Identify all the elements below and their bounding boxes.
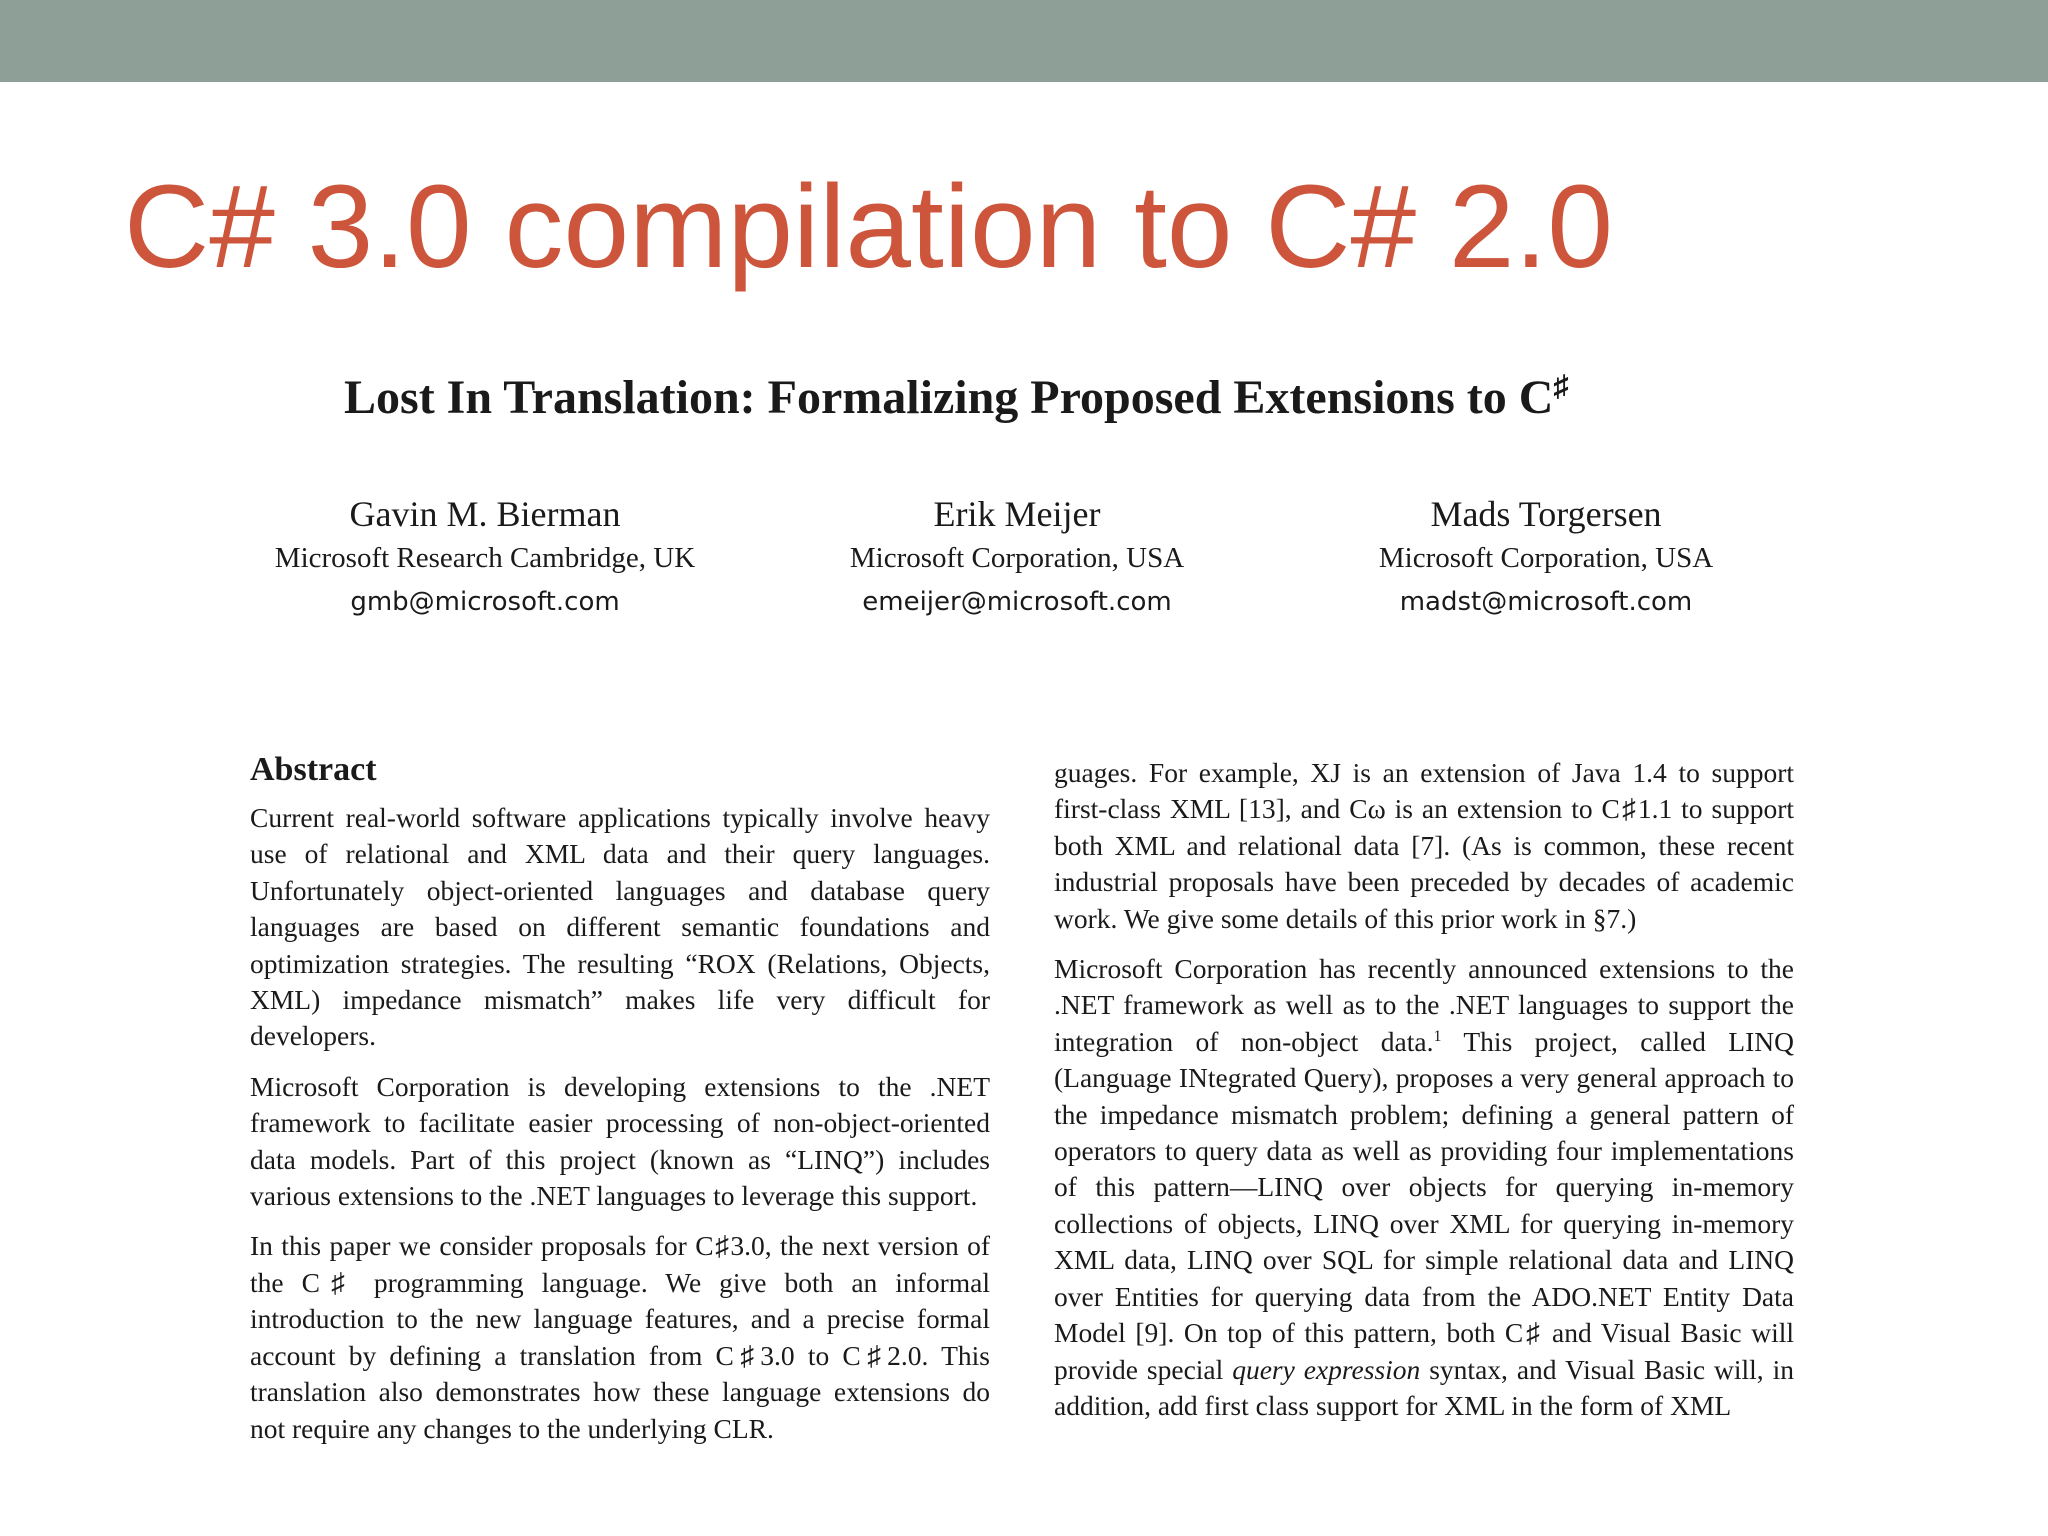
- body-text: syntax, and Visual Basic will, in addition, add first class support for XML in the form of XML: [1054, 1353, 1794, 1421]
- paper-title: [344, 370, 1568, 425]
- footnote-marker: 1: [1433, 1027, 1442, 1045]
- author-email: emeijer@microsoft.com: [862, 587, 1172, 617]
- paper-excerpt: [240, 350, 1820, 1536]
- author-2: [757, 492, 1277, 624]
- author-affiliation: Microsoft Corporation, USA: [849, 542, 1185, 574]
- author-name: Erik Meijer: [933, 494, 1101, 534]
- abstract-paragraph-2: Microsoft Corporation is developing extensions to the .NET framework to facilitate easier processing of non-object-oriented data models. Part of this project (known as “LINQ”) includes various extensions to the .NET languages to leverage this support.: [250, 1070, 990, 1212]
- abstract-paragraph-1: Current real-world software applications typically involve heavy use of relational and XML data and their query languages. Unfortunately object-oriented languages and database query languages are based on different semantic foundations and optimization strategies. The resulting “ROX (Relations, Objects, XML) impedance mismatch” makes life very difficult for developers.: [250, 802, 990, 1052]
- author-name: Mads Torgersen: [1430, 494, 1662, 534]
- author-name: Gavin M. Bierman: [349, 494, 621, 534]
- author-email: madst@microsoft.com: [1399, 587, 1693, 617]
- body-paragraph-2: [1054, 951, 1794, 1424]
- paper-title-sharp: ♯: [1553, 370, 1569, 403]
- body-text: Microsoft Corporation has recently announced extensions to the .NET framework as well as to the .NET languages to support the integration of non-object data.: [1054, 953, 1794, 1057]
- right-column: [1054, 755, 1794, 1438]
- body-paragraph-1: guages. For example, XJ is an extension of Java 1.4 to support first-class XML [13], and Cω is an extension to C♯1.1 to support both XML and relational data [7]. (As is common, these recent industrial proposals have been preceded by decades of academic work. We give some details of this prior work in §7.): [1054, 757, 1794, 934]
- emphasis-text: query expression: [1232, 1353, 1421, 1385]
- body-text: This project, called LINQ (Language INtegrated Query), proposes a very general approach to the impedance mismatch problem; defining a general pattern of operators to query data as well as providing four implementations of this pattern—LINQ over objects for querying in-memory collections of objects, LINQ over XML for querying in-memory XML data, LINQ over SQL for simple relational data and LINQ over Entities for querying data from the ADO.NET Entity Data Model [9]. On top of this pattern, both C♯ and Visual Basic will provide special: [1054, 1025, 1794, 1385]
- abstract-paragraph-3: In this paper we consider proposals for C♯3.0, the next version of the C♯ programming language. We give both an informal introduction to the new language features, and a precise formal account by defining a translation from C♯3.0 to C♯2.0. This translation also demonstrates how these language extensions do not require any changes to the underlying CLR.: [250, 1230, 990, 1444]
- author-1: [225, 492, 745, 624]
- paper-title-text: Lost In Translation: Formalizing Proposed Extensions to C: [344, 371, 1554, 424]
- slide-title: C# 3.0 compilation to C# 2.0: [124, 161, 1613, 293]
- author-email: gmb@microsoft.com: [350, 587, 620, 617]
- author-3: [1286, 492, 1806, 624]
- abstract-heading: Abstract: [250, 751, 377, 788]
- left-column: [250, 750, 990, 1461]
- author-affiliation: Microsoft Research Cambridge, UK: [274, 542, 696, 574]
- author-affiliation: Microsoft Corporation, USA: [1378, 542, 1714, 574]
- slide-top-bar: [0, 0, 2048, 82]
